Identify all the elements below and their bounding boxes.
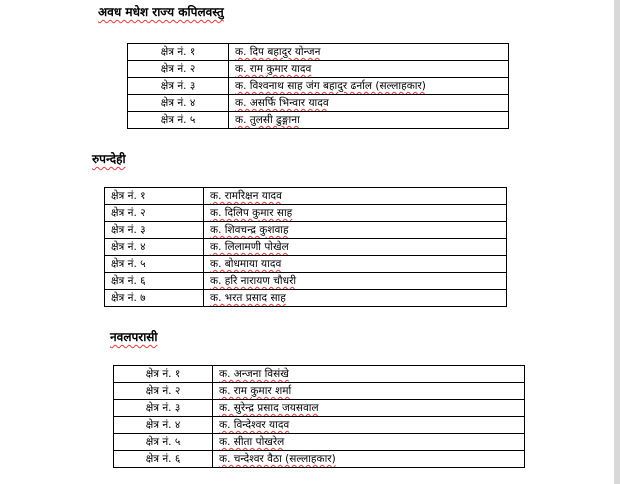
constituency-cell: क्षेत्र नं. ४	[114, 417, 213, 434]
constituency-cell: क्षेत्र नं. ५	[128, 112, 229, 129]
constituency-table-kapilvastu	[127, 43, 509, 129]
constituency-cell: क्षेत्र नं. ५	[105, 256, 204, 273]
table-row	[128, 78, 509, 95]
table-row	[128, 61, 509, 78]
constituency-cell: क्षेत्र नं. २	[114, 383, 213, 400]
candidate-name-cell	[229, 95, 509, 112]
candidate-name: क. राम कुमार यादव	[235, 63, 312, 75]
candidate-name-cell	[204, 256, 507, 273]
table-row	[128, 95, 509, 112]
candidate-name: क. तुलसी ढुङ्गाना	[235, 114, 300, 126]
candidate-name: क. भरत प्रसाद साह	[210, 292, 286, 304]
candidate-name: क. दिलिप कुमार साह	[210, 207, 293, 219]
candidate-name-cell	[213, 366, 525, 383]
page-edge	[614, 0, 620, 484]
candidate-name: क. असर्फि भिन्वार यादव	[235, 97, 329, 109]
table-row	[114, 400, 525, 417]
candidate-name-cell	[204, 222, 507, 239]
table-row	[105, 239, 507, 256]
candidate-name: क. सीता पोखरेल	[219, 436, 285, 448]
candidate-name-cell	[229, 61, 509, 78]
table-row	[105, 256, 507, 273]
candidate-name-cell	[204, 239, 507, 256]
candidate-name-cell	[229, 44, 509, 61]
constituency-cell: क्षेत्र नं. ३	[114, 400, 213, 417]
table-row	[105, 273, 507, 290]
constituency-cell: क्षेत्र नं. ४	[128, 95, 229, 112]
candidate-name-cell	[204, 290, 507, 307]
candidate-name-cell	[213, 434, 525, 451]
table-row	[114, 417, 525, 434]
candidate-name: क. बोधमाया यादव	[210, 258, 282, 270]
constituency-cell: क्षेत्र नं. ६	[114, 451, 213, 468]
candidate-name: क. सुरेन्द्र प्रसाद जयसवाल	[219, 402, 319, 414]
candidate-name-cell	[213, 383, 525, 400]
constituency-table-rupandehi	[104, 187, 507, 307]
table-row	[105, 222, 507, 239]
candidate-name-cell	[213, 417, 525, 434]
constituency-cell: क्षेत्र नं. १	[114, 366, 213, 383]
candidate-name: क. चन्देश्वर वैठा (सल्लाहकार)	[219, 453, 336, 465]
constituency-cell: क्षेत्र नं. १	[128, 44, 229, 61]
candidate-name: क. हरि नारायण चौधरी	[210, 275, 297, 287]
table-row	[114, 366, 525, 383]
candidate-name: क. लिलामणी पोखेल	[210, 241, 289, 253]
constituency-cell: क्षेत्र नं. ४	[105, 239, 204, 256]
candidate-name: क. अन्जना विसंखे	[219, 368, 289, 380]
table-row	[105, 290, 507, 307]
constituency-table-nawalparasi	[113, 365, 525, 468]
candidate-name-cell	[204, 205, 507, 222]
constituency-cell: क्षेत्र नं. ७	[105, 290, 204, 307]
candidate-name: क. शिवचन्द्र कुशवाह	[210, 224, 289, 236]
table-row	[128, 44, 509, 61]
candidate-name: क. रामरिक्षन यादव	[210, 190, 282, 202]
constituency-cell: क्षेत्र नं. ६	[105, 273, 204, 290]
candidate-name-cell	[229, 112, 509, 129]
candidate-name-cell	[213, 400, 525, 417]
table-row	[114, 383, 525, 400]
table-row	[114, 434, 525, 451]
candidate-name: क. विश्वनाथ साह जंग बहादुर ढर्नाल (सल्लाहकार)	[235, 80, 426, 92]
constituency-cell: क्षेत्र नं. २	[105, 205, 204, 222]
candidate-name-cell	[229, 78, 509, 95]
constituency-cell: क्षेत्र नं. २	[128, 61, 229, 78]
candidate-name-cell	[204, 273, 507, 290]
candidate-name: क. राम कुमार शर्मा	[219, 385, 292, 397]
table-row	[105, 188, 507, 205]
candidate-name-cell	[204, 188, 507, 205]
table-row	[128, 112, 509, 129]
constituency-cell: क्षेत्र नं. १	[105, 188, 204, 205]
section-heading-kapilvastu: अवध मधेश राज्य कपिलवस्तु	[98, 5, 224, 19]
constituency-cell: क्षेत्र नं. ३	[128, 78, 229, 95]
candidate-name-cell	[213, 451, 525, 468]
constituency-cell: क्षेत्र नं. ५	[114, 434, 213, 451]
section-heading-rupandehi: रुपन्देही	[92, 152, 126, 166]
section-heading-nawalparasi: नवलपरासी	[110, 330, 158, 344]
candidate-name: क. दिप बहादुर योन्जन	[235, 46, 321, 58]
candidate-name: क. विन्देश्वर यादव	[219, 419, 290, 431]
constituency-cell: क्षेत्र नं. ३	[105, 222, 204, 239]
table-row	[114, 451, 525, 468]
table-row	[105, 205, 507, 222]
